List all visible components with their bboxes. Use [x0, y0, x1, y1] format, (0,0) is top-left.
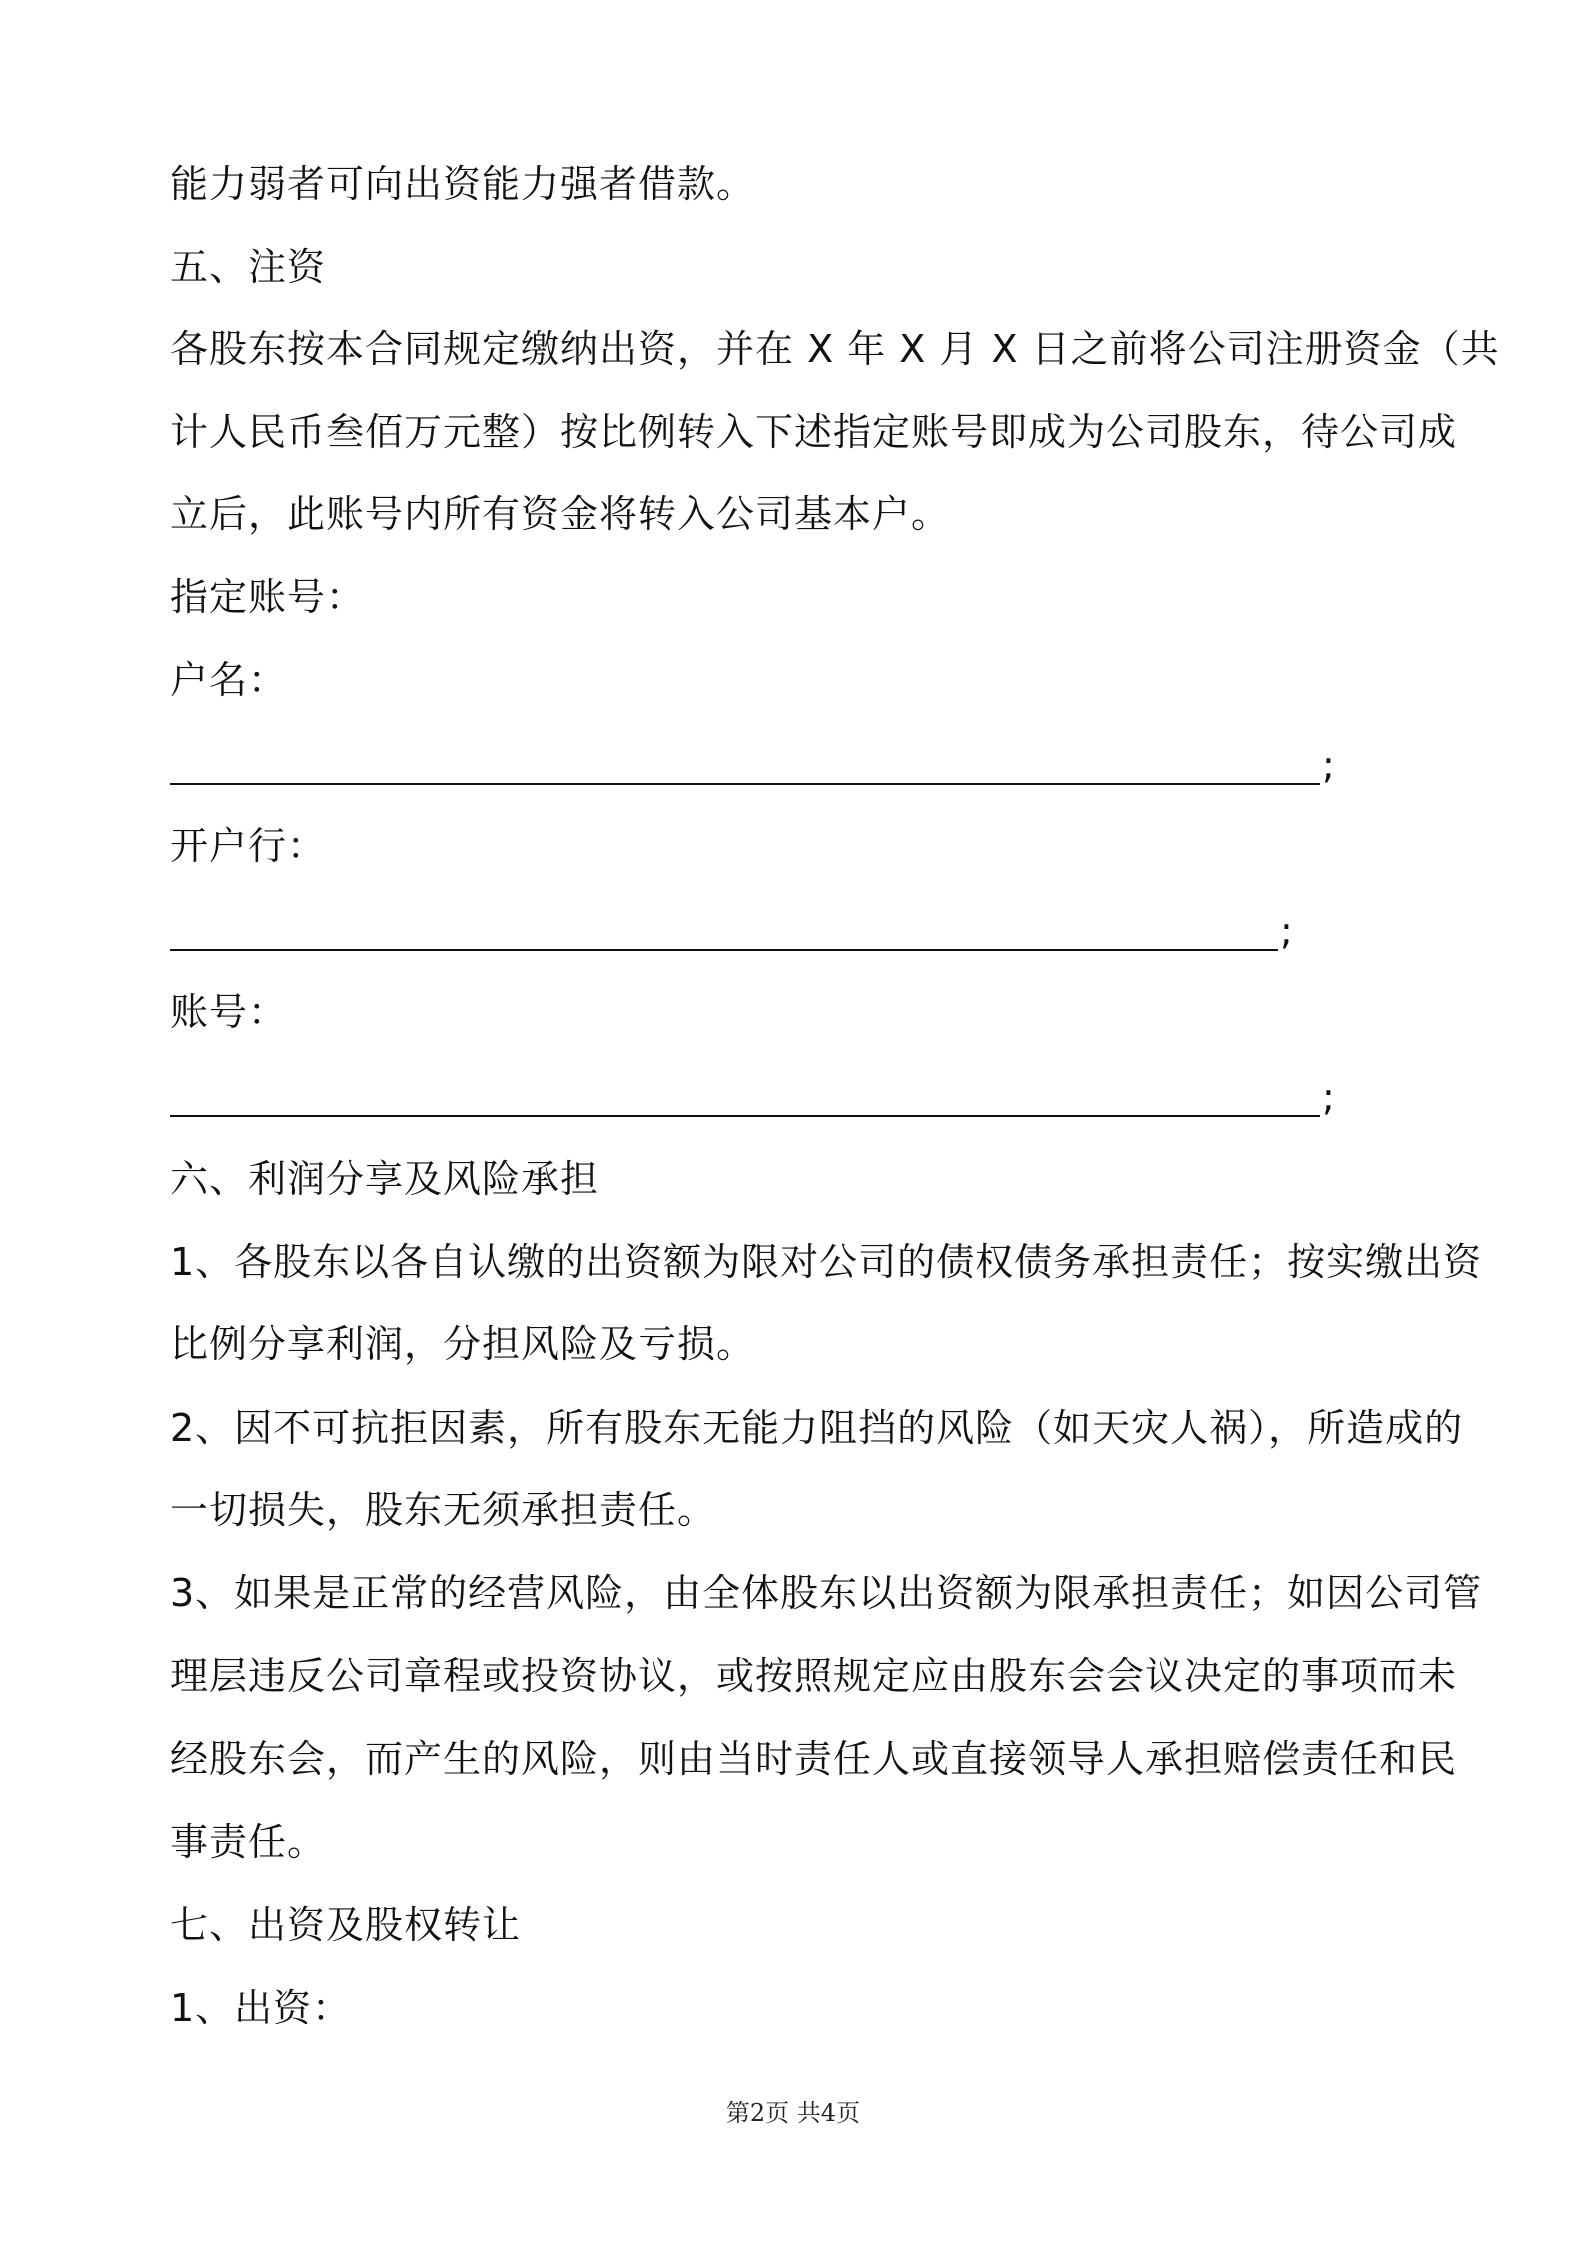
section-heading: 六、利润分享及风险承担: [170, 1157, 600, 1201]
paragraph-line: 1、各股东以各自认缴的出资额为限对公司的债权债务承担责任；按实缴出资: [170, 1240, 1483, 1284]
field-label: 开户行：: [170, 824, 327, 868]
fill-in-underline: [170, 949, 1278, 951]
paragraph-line: 比例分享利润，分担风险及亏损。: [170, 1322, 756, 1366]
fill-in-underline: [170, 783, 1320, 785]
fill-in-underline: [170, 1115, 1320, 1117]
section-heading: 五、注资: [170, 245, 327, 289]
bank-blank: [170, 907, 1310, 955]
blank-terminator: ;: [1322, 1075, 1335, 1119]
paragraph-line: 3、如果是正常的经营风险，由全体股东以出资额为限承担责任；如因公司管: [170, 1571, 1483, 1615]
paragraph-line: 计人民币叁佰万元整）按比例转入下述指定账号即成为公司股东，待公司成: [170, 410, 1458, 454]
paragraph-line: 能力弱者可向出资能力强者借款。: [170, 162, 756, 206]
paragraph-line: 立后，此账号内所有资金将转入公司基本户。: [170, 492, 951, 536]
account-name-blank: [170, 741, 1350, 789]
subsection-heading: 1、出资：: [170, 1986, 352, 2030]
field-label: 账号：: [170, 990, 288, 1034]
paragraph-line: 事责任。: [170, 1820, 327, 1864]
field-label: 指定账号：: [170, 575, 366, 619]
paragraph-line: 经股东会，而产生的风险，则由当时责任人或直接领导人承担赔偿责任和民: [170, 1737, 1458, 1781]
paragraph-line: 理层违反公司章程或投资协议，或按照规定应由股东会会议决定的事项而未: [170, 1654, 1458, 1698]
blank-terminator: ;: [1280, 909, 1293, 953]
blank-terminator: ;: [1322, 743, 1335, 787]
section-heading: 七、出资及股权转让: [170, 1903, 522, 1947]
paragraph-line: 2、因不可抗拒因素，所有股东无能力阻挡的风险（如天灾人祸），所造成的: [170, 1406, 1464, 1450]
page-footer: 第2页 共4页: [725, 2099, 861, 2127]
paragraph-line: 一切损失，股东无须承担责任。: [170, 1488, 717, 1532]
paragraph-line: 各股东按本合同规定缴纳出资，并在 X 年 X 月 X 日之前将公司注册资金（共: [170, 327, 1500, 371]
field-label: 户名：: [170, 658, 288, 702]
account-number-blank: [170, 1073, 1350, 1121]
